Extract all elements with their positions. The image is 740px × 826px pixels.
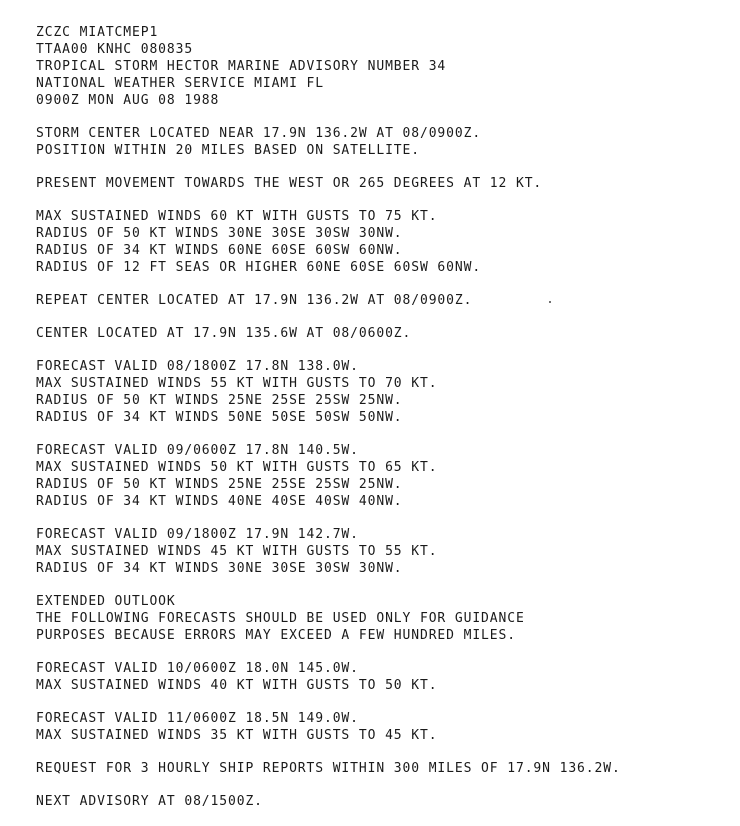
forecast-radius-line: RADIUS OF 34 KT WINDS 40NE 40SE 40SW 40NW. xyxy=(36,494,403,509)
forecast-valid-line: FORECAST VALID 11/0600Z 18.5N 149.0W. xyxy=(36,711,359,726)
forecast-block-3 xyxy=(36,526,726,577)
forecast-block-1 xyxy=(36,358,726,426)
storm-center-block xyxy=(36,125,726,159)
advisory-title: TROPICAL STORM HECTOR MARINE ADVISORY NUMBER 34 xyxy=(36,59,447,74)
ship-report-request-block xyxy=(36,760,726,777)
forecast-radius-line: RADIUS OF 50 KT WINDS 25NE 25SE 25SW 25NW. xyxy=(36,393,403,408)
forecast-valid-line: FORECAST VALID 09/1800Z 17.9N 142.7W. xyxy=(36,527,359,542)
forecast-block-4 xyxy=(36,660,726,694)
winds-block xyxy=(36,208,726,276)
forecast-winds-line: MAX SUSTAINED WINDS 50 KT WITH GUSTS TO 65 KT. xyxy=(36,460,438,475)
forecast-valid-line: FORECAST VALID 08/1800Z 17.8N 138.0W. xyxy=(36,359,359,374)
print-speck xyxy=(549,301,551,303)
forecast-valid-line: FORECAST VALID 10/0600Z 18.0N 145.0W. xyxy=(36,661,359,676)
outlook-disclaimer-line: THE FOLLOWING FORECASTS SHOULD BE USED ONLY FOR GUIDANCE xyxy=(36,611,525,626)
forecast-winds-line: MAX SUSTAINED WINDS 55 KT WITH GUSTS TO 70 KT. xyxy=(36,376,438,391)
radius-seas-line: RADIUS OF 12 FT SEAS OR HIGHER 60NE 60SE 60SW 60NW. xyxy=(36,260,482,275)
forecast-block-2 xyxy=(36,442,726,510)
repeat-center-block xyxy=(36,292,726,309)
forecast-winds-line: MAX SUSTAINED WINDS 45 KT WITH GUSTS TO 55 KT. xyxy=(36,544,438,559)
repeat-center-line: REPEAT CENTER LOCATED AT 17.9N 136.2W AT 08/0900Z. xyxy=(36,293,473,308)
max-winds-line: MAX SUSTAINED WINDS 60 KT WITH GUSTS TO 75 KT. xyxy=(36,209,438,224)
previous-center-line: CENTER LOCATED AT 17.9N 135.6W AT 08/0600Z. xyxy=(36,326,412,341)
next-advisory-block xyxy=(36,793,726,810)
header-block xyxy=(36,24,726,109)
extended-outlook-block xyxy=(36,593,726,644)
issue-time: 0900Z MON AUG 08 1988 xyxy=(36,93,220,108)
forecast-block-5 xyxy=(36,710,726,744)
forecast-valid-line: FORECAST VALID 09/0600Z 17.8N 140.5W. xyxy=(36,443,359,458)
forecast-winds-line: MAX SUSTAINED WINDS 40 KT WITH GUSTS TO 50 KT. xyxy=(36,678,438,693)
wmo-header: TTAA00 KNHC 080835 xyxy=(36,42,194,57)
issuing-office: NATIONAL WEATHER SERVICE MIAMI FL xyxy=(36,76,324,91)
ship-report-request-line: REQUEST FOR 3 HOURLY SHIP REPORTS WITHIN 300 MILES OF 17.9N 136.2W. xyxy=(36,761,621,776)
movement-line: PRESENT MOVEMENT TOWARDS THE WEST OR 265 DEGREES AT 12 KT. xyxy=(36,176,543,191)
next-advisory-line: NEXT ADVISORY AT 08/1500Z. xyxy=(36,794,263,809)
forecast-winds-line: MAX SUSTAINED WINDS 35 KT WITH GUSTS TO 45 KT. xyxy=(36,728,438,743)
radius-34kt-line: RADIUS OF 34 KT WINDS 60NE 60SE 60SW 60NW. xyxy=(36,243,403,258)
advisory-document xyxy=(36,24,726,826)
forecast-radius-line: RADIUS OF 50 KT WINDS 25NE 25SE 25SW 25NW. xyxy=(36,477,403,492)
forecast-radius-line: RADIUS OF 34 KT WINDS 30NE 30SE 30SW 30NW. xyxy=(36,561,403,576)
outlook-heading: EXTENDED OUTLOOK xyxy=(36,594,176,609)
radius-50kt-line: RADIUS OF 50 KT WINDS 30NE 30SE 30SW 30NW. xyxy=(36,226,403,241)
outlook-disclaimer-line: PURPOSES BECAUSE ERRORS MAY EXCEED A FEW HUNDRED MILES. xyxy=(36,628,516,643)
storm-center-line: STORM CENTER LOCATED NEAR 17.9N 136.2W AT 08/0900Z. xyxy=(36,126,482,141)
forecast-radius-line: RADIUS OF 34 KT WINDS 50NE 50SE 50SW 50NW. xyxy=(36,410,403,425)
movement-block xyxy=(36,175,726,192)
wmo-bulletin-id: ZCZC MIATCMEP1 xyxy=(36,25,159,40)
position-accuracy-line: POSITION WITHIN 20 MILES BASED ON SATELLITE. xyxy=(36,143,420,158)
previous-center-block xyxy=(36,325,726,342)
